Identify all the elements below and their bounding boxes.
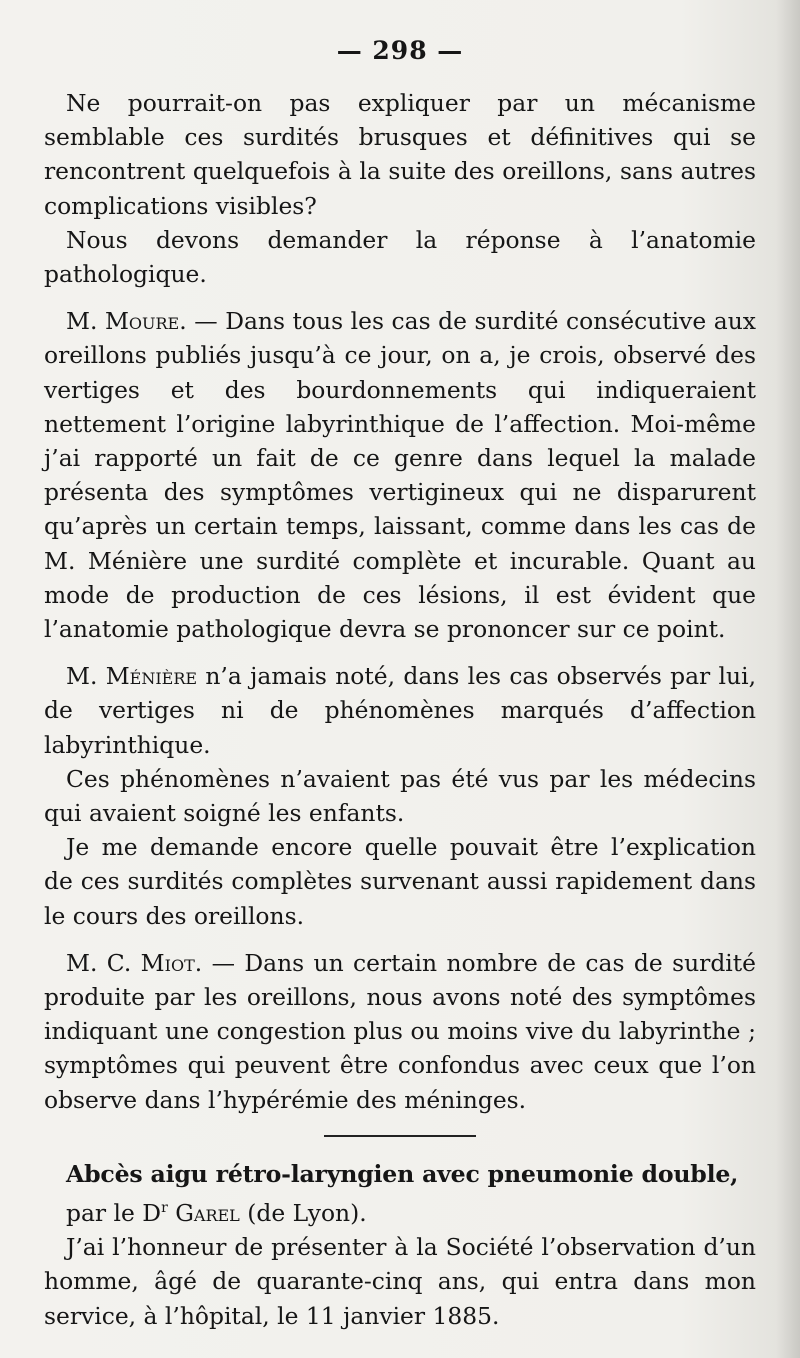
author-name: Garel: [175, 1198, 240, 1227]
paragraph-moure: M. Moure. — Dans tous les cas de surdité consécutive aux oreillons publiés jusqu’à ce jour, on a, je crois, observé des vertiges et des bourdonnements qui indiqueraient nettement l’origine labyrinthique de l’affection. Moi-même j’ai rapporté un fait de ce genre dans lequel la malade présenta des symptômes vertigineux qui ne disparurent qu’après un certain temps, laissant, comme dans les cas de M. Ménière une surdité complète et incurable. Quant au mode de production de ces lésions, il est évident que l’anatomie pathologique devra se prononcer sur ce point.: [44, 307, 756, 644]
page-number: — 298 —: [336, 36, 464, 65]
paragraph: Ces phénomènes n’avaient pas été vus par les médecins qui avaient soigné les enfants.: [44, 764, 756, 828]
paragraph: Ne pourrait-on pas expliquer par un mécanisme semblable ces surdités brusques et définitives qui se rencontrent quelquefois à la suite des oreillons, sans autres complications visibles?: [44, 89, 756, 220]
speaker-name: M. Moure.: [66, 307, 187, 336]
speaker-name: M. C. Miot.: [66, 948, 203, 977]
article-byline: par le $D^r$ Garel (de Lyon).: [66, 1198, 367, 1227]
section-divider: [324, 1135, 476, 1137]
body-text: [44, 86, 756, 1333]
paragraph-miot: M. C. Miot. — Dans un certain nombre de cas de surdité produite par les oreillons, nous avons noté des symptômes indiquant une congestion plus ou moins vive du labyrinthe ; symptômes qui peuvent être confondus avec ceux que l’on observe dans l’hypérémie des méninges.: [44, 948, 757, 1114]
article-intro: J’ai l’honneur de présenter à la Société l’observation d’un homme, âgé de quarante-cinq ans, qui entra dans mon service, à l’hôpital, le 11 janvier 1885.: [44, 1233, 756, 1330]
article-title: Abcès aigu rétro-laryngien avec pneumonie double,: [66, 1159, 739, 1188]
paragraph-meniere: M. Ménière n’a jamais noté, dans les cas observés par lui, de vertiges ni de phénomènes marqués d’affection labyrinthique.: [44, 662, 756, 759]
paragraph: Nous devons demander la réponse à l’anatomie pathologique.: [44, 225, 756, 289]
paragraph: Je me demande encore quelle pouvait être l’explication de ces surdités complètes survenant aussi rapidement dans le cours des oreillons.: [44, 833, 756, 930]
speaker-name: M. Ménière: [66, 662, 198, 691]
